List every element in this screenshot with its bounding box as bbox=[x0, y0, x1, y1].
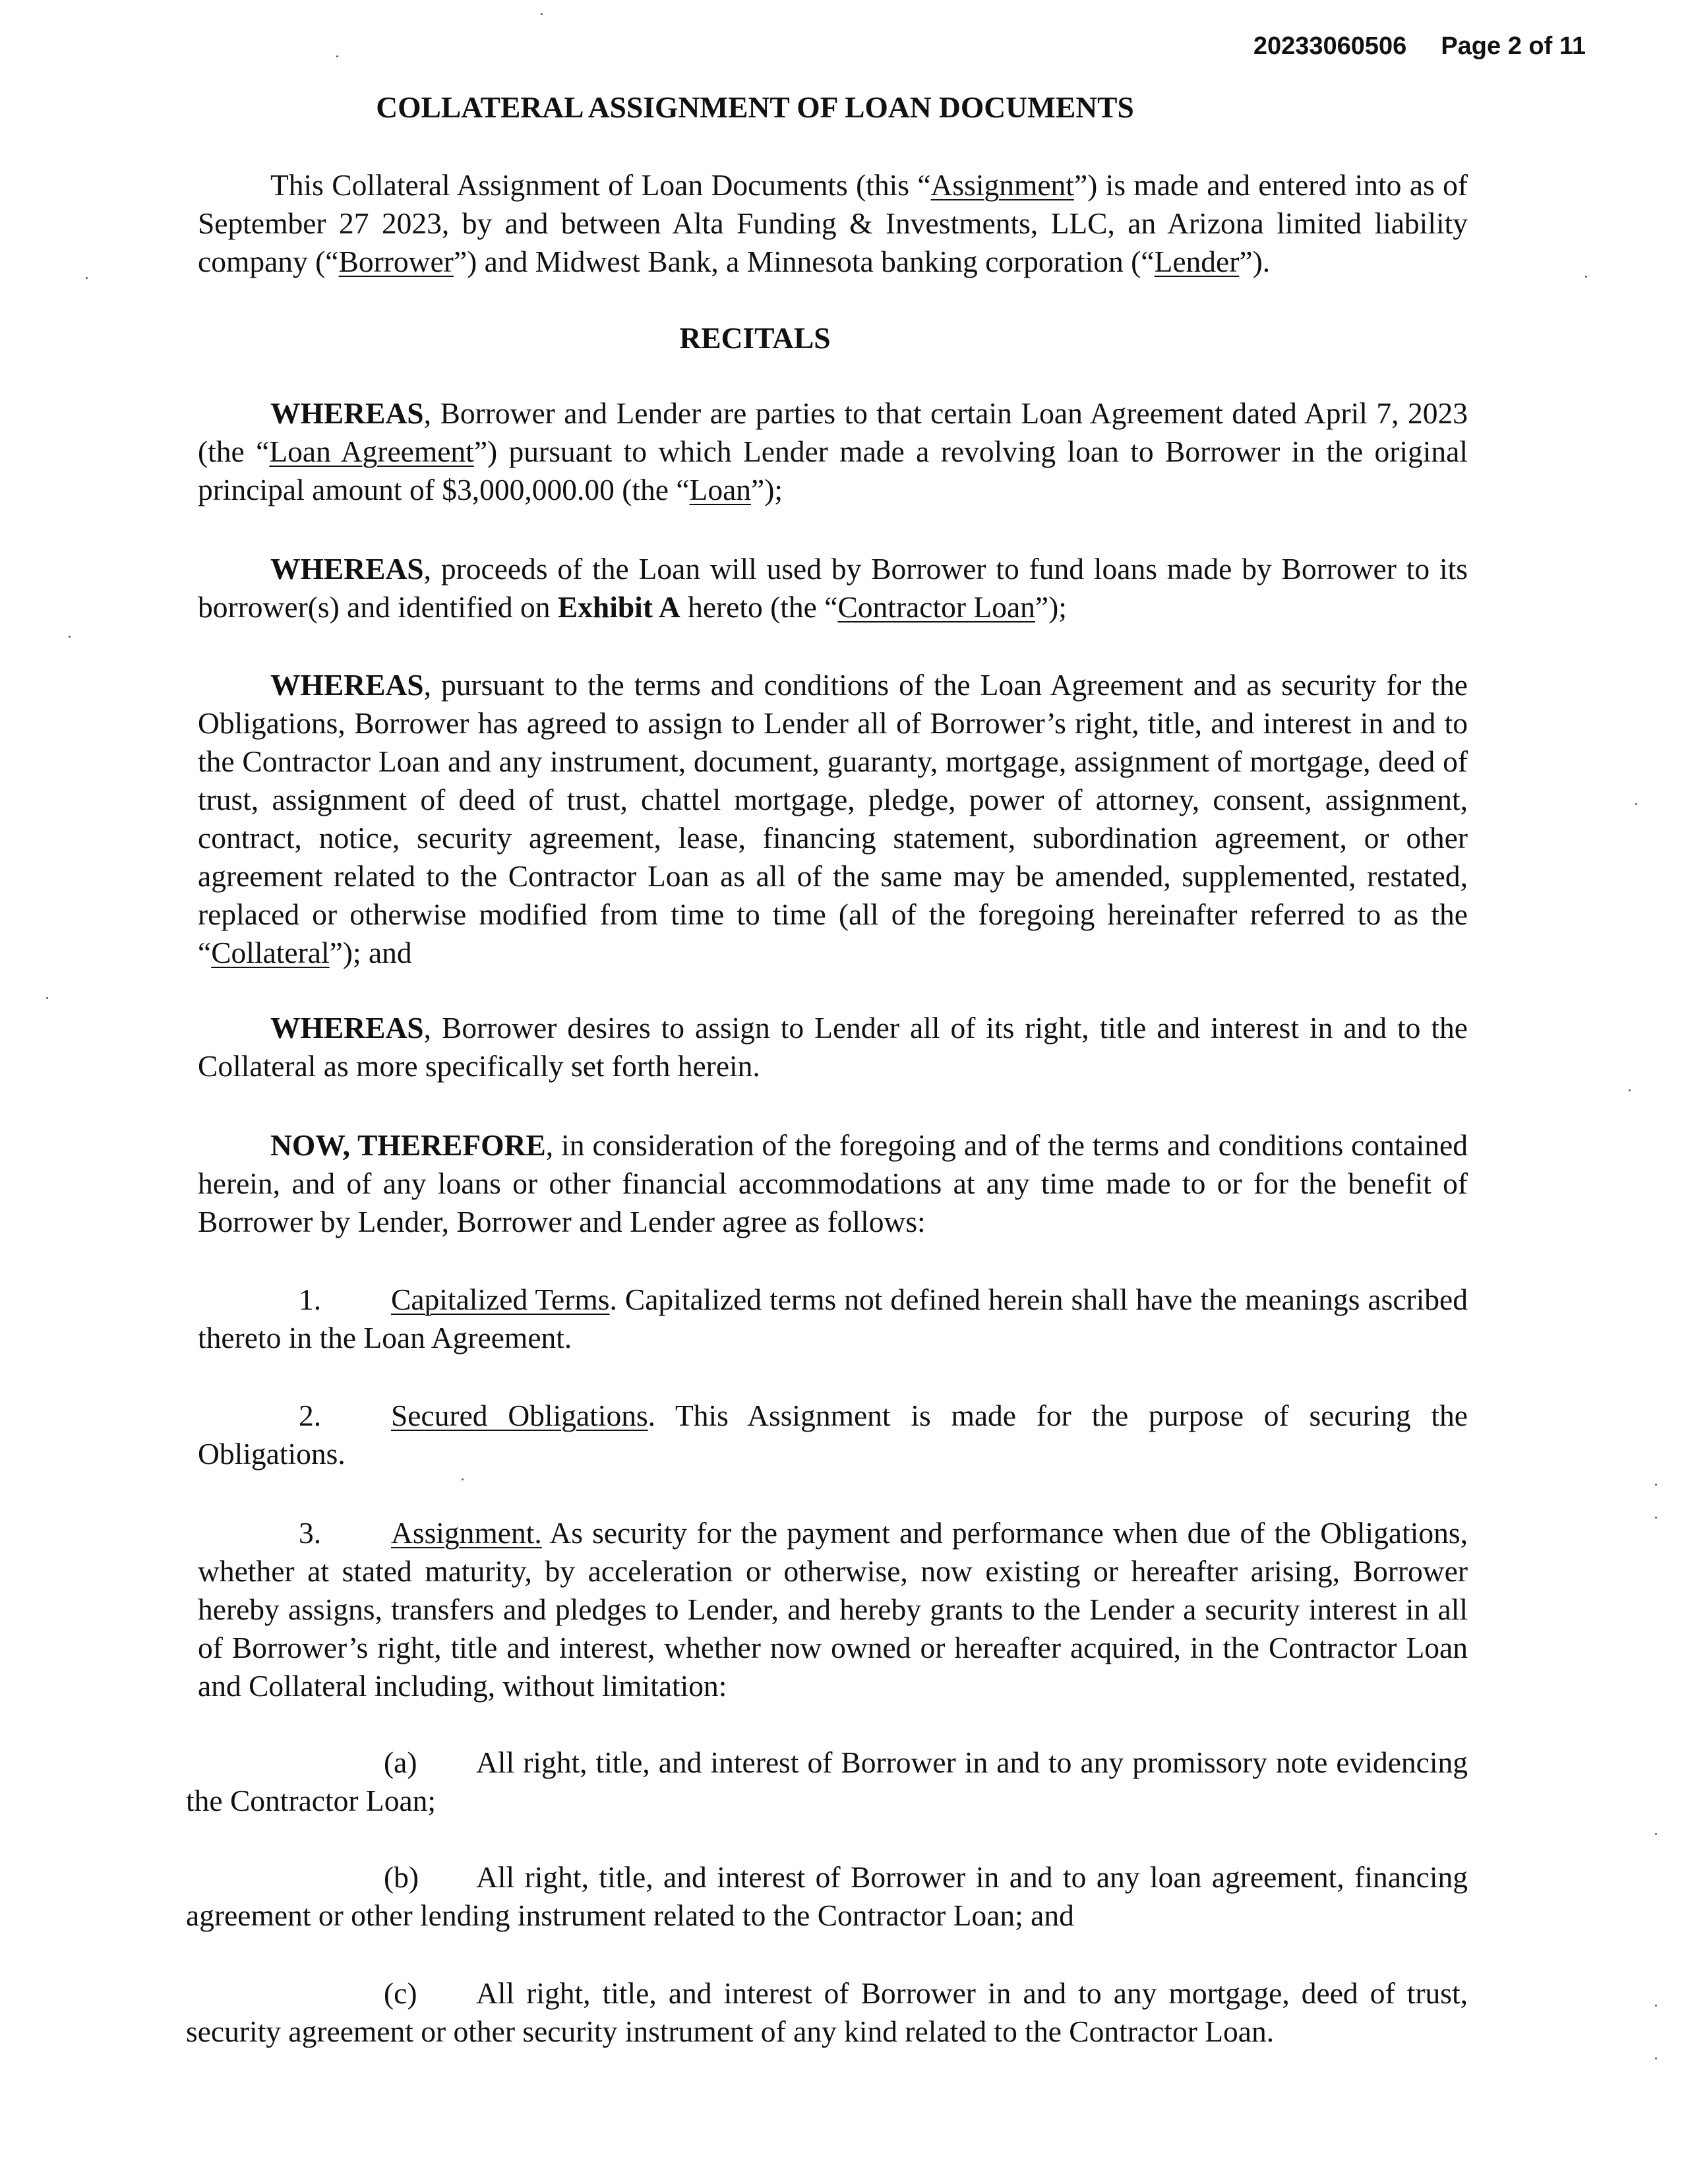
recital-2: WHEREAS, proceeds of the Loan will used by Borrower to fund loans made by Borrower to its borrower(s) and identified on Exhibit A hereto (the “Contractor Loan”); bbox=[198, 552, 1468, 624]
scan-speck bbox=[1655, 2057, 1657, 2059]
section-3-heading: Assignment. bbox=[391, 1516, 542, 1550]
recording-header bbox=[1253, 30, 1586, 62]
scan-speck bbox=[462, 1478, 464, 1480]
scan-speck bbox=[1655, 1517, 1657, 1519]
section-1-heading: Capitalized Terms bbox=[391, 1283, 610, 1316]
section-2-secured-obligations: 2. Secured Obligations. This Assignment is made for the purpose of securing the Obligations. bbox=[198, 1399, 1468, 1471]
section-3-assignment: 3. Assignment. As security for the payment and performance when due of the Obligations, whether at stated maturity, by acceleration or otherwise, now existing or hereafter arising, Borrower hereby assigns, transfers and pledges to Lender, and hereby grants to the Lender a security interest in all of Borrower’s right, title and interest, whether now owned or hereafter acquired, in the Contractor Loan and Collateral including, without limitation: bbox=[198, 1516, 1468, 1703]
scan-speck bbox=[541, 13, 543, 15]
scan-speck bbox=[1629, 1089, 1631, 1091]
clause-a: (a) All right, title, and interest of Borrower in and to any promissory note evidencing the Contractor Loan; bbox=[186, 1745, 1468, 1817]
defined-term-contractor-loan: Contractor Loan bbox=[837, 590, 1035, 624]
recital-1: WHEREAS, Borrower and Lender are parties to that certain Loan Agreement dated April 7, 2023 (the “Loan Agreement”) pursuant to which Lender made a revolving loan to Borrower in the original principal amount of $3,000,000.00 (the “Loan”); bbox=[198, 396, 1468, 506]
recital-4: WHEREAS, Borrower desires to assign to Lender all of its right, title and interest in and to the Collateral as more specifically set forth herein. bbox=[198, 1011, 1468, 1083]
scan-speck bbox=[1655, 2005, 1657, 2007]
exhibit-reference: Exhibit A bbox=[557, 590, 680, 624]
defined-term-collateral: Collateral bbox=[211, 936, 330, 969]
scan-speck bbox=[1635, 803, 1637, 805]
defined-term-loan-agreement: Loan Agreement bbox=[269, 435, 474, 468]
section-2-heading: Secured Obligations bbox=[391, 1399, 648, 1432]
clause-c: (c) All right, title, and interest of Borrower in and to any mortgage, deed of trust, security agreement or other security instrument of any kind related to the Contractor Loan. bbox=[186, 1976, 1468, 2048]
defined-term-lender: Lender bbox=[1154, 245, 1240, 278]
document-number: 20233060506 bbox=[1253, 32, 1407, 60]
defined-term-borrower: Borrower bbox=[338, 245, 454, 278]
clause-b: (b) All right, title, and interest of Borrower in and to any loan agreement, financing agreement or other lending instrument related to the Contractor Loan; and bbox=[186, 1860, 1468, 1932]
scan-speck bbox=[1655, 1833, 1657, 1835]
document-title: COLLATERAL ASSIGNMENT OF LOAN DOCUMENTS bbox=[376, 90, 1134, 124]
now-therefore-paragraph: NOW, THEREFORE, in consideration of the foregoing and of the terms and conditions contained herein, and of any loans or other financial accommodations at any time made to or for the benefit of Borrower by Lender, Borrower and Lender agree as follows: bbox=[198, 1128, 1468, 1238]
defined-term-loan: Loan bbox=[689, 473, 752, 506]
recital-3: WHEREAS, pursuant to the terms and conditions of the Loan Agreement and as security for the Obligations, Borrower has agreed to assign to Lender all of Borrower’s right, title, and interest in and to the Contractor Loan and any instrument, document, guaranty, mortgage, assignment of mortgage, deed of trust, assignment of deed of trust, chattel mortgage, pledge, power of attorney, consent, assignment, contract, notice, security agreement, lease, financing statement, subordination agreement, or other agreement related to the Contractor Loan as all of the same may be amended, supplemented, restated, replaced or otherwise modified from time to time (all of the foregoing hereinafter referred to as the “Collateral”); and bbox=[198, 668, 1468, 969]
scan-speck bbox=[46, 997, 48, 999]
scan-speck bbox=[86, 277, 88, 279]
section-1-capitalized-terms: 1. Capitalized Terms. Capitalized terms not defined herein shall have the meanings ascribed thereto in the Loan Agreement. bbox=[198, 1283, 1468, 1354]
intro-paragraph: This Collateral Assignment of Loan Documents (this “Assignment”) is made and entered into as of September 27 2023, by and between Alta Funding & Investments, LLC, an Arizona limited liability company (“Borrower”) and Midwest Bank, a Minnesota banking corporation (“Lender”). bbox=[198, 168, 1468, 278]
scan-speck bbox=[336, 55, 338, 57]
scan-speck bbox=[69, 636, 71, 638]
page-label: Page 2 of 11 bbox=[1441, 32, 1586, 60]
recitals-heading: RECITALS bbox=[679, 321, 831, 355]
defined-term-assignment: Assignment bbox=[930, 168, 1074, 202]
scan-speck bbox=[1655, 1484, 1657, 1486]
scan-speck bbox=[1585, 276, 1587, 278]
